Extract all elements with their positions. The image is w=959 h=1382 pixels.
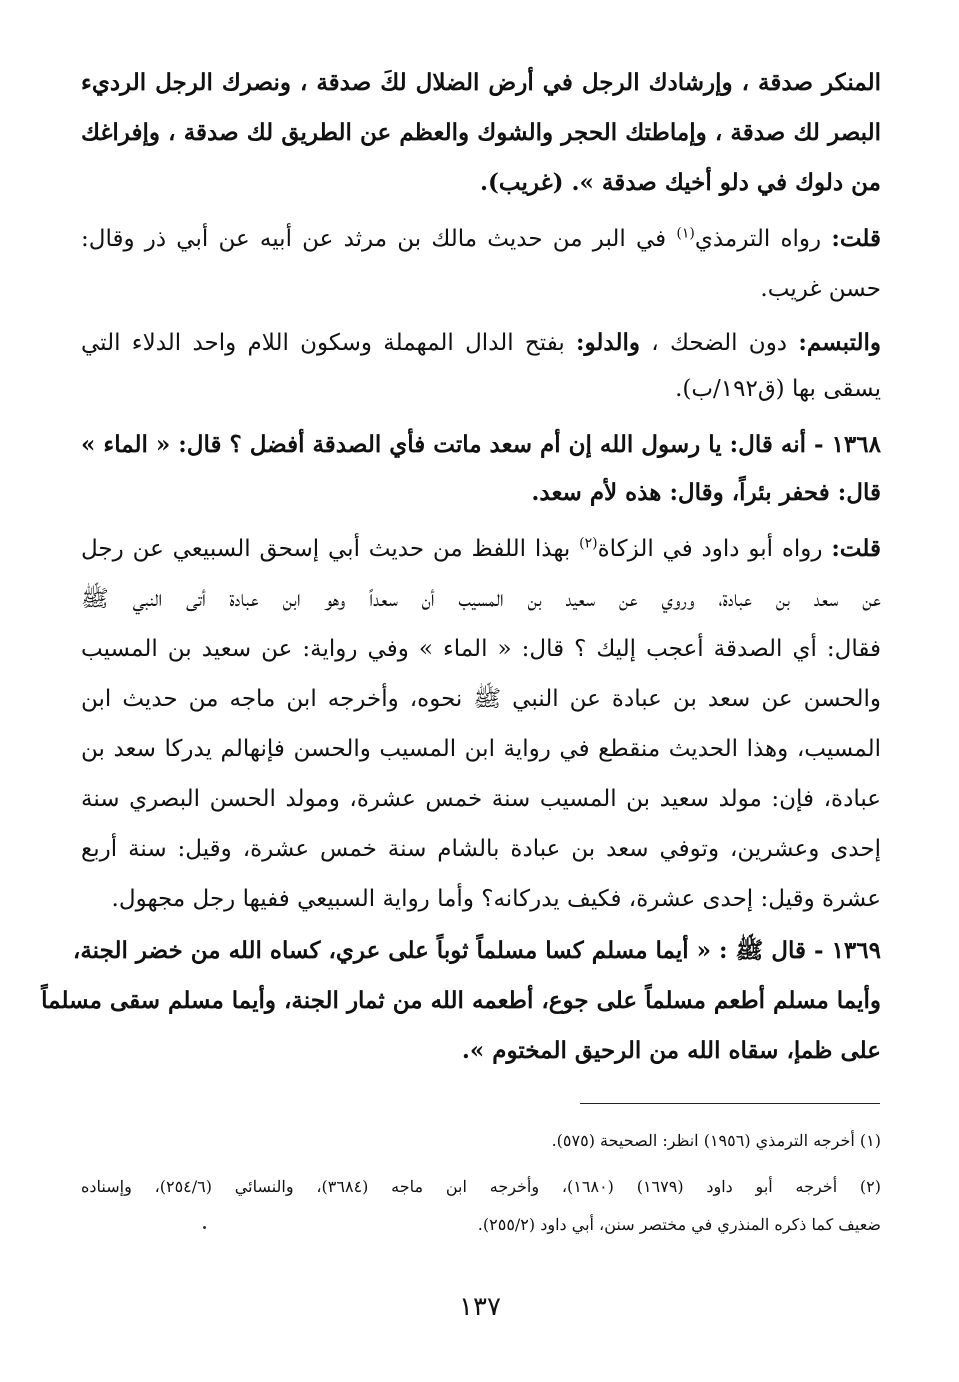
comment-1368-line-2: عن سعد بن عبادة، وروي عن سعيد بن المسيب أن سعداً وهو ابن عبادة أتى النبي ﷺ: [81, 586, 881, 612]
footnote-2-line-1: (٢) أخرجه أبو داود (١٦٧٩) (١٦٨٠)، وأخرجه ابن ماجه (٣٦٨٤)، والنسائي (٢٥٤/٦)، وإسناده: [81, 1177, 882, 1196]
comment-1368-line-1: [81, 534, 881, 568]
comment-text: رواه الترمذي: [694, 226, 822, 252]
comment-1367-line-2: حسن غريب.: [760, 276, 881, 302]
comment-1368-line-4: والحسن عن سعد بن عبادة عن النبي ﷺ نحوه، وأخرجه ابن ماجه من حديث ابن: [81, 686, 881, 712]
footnote-ref-1: (١): [676, 225, 695, 242]
page-number: ١٣٧: [459, 1292, 501, 1322]
gloss-definition: بفتح الدال المهملة وسكون اللام واحد الدلاء التي: [81, 330, 565, 356]
comment-1367-line-1: [81, 224, 881, 258]
hadith-1367-line-3: من دلوك في دلو أخيك صدقة ». (غريب).: [480, 169, 881, 196]
gloss-term: والتبسم:: [798, 329, 882, 356]
comment-1368-line-6: عبادة، فإن: مولد سعيد بن المسيب سنة خمس عشرة، ومولد الحسن البصري سنة: [81, 786, 881, 812]
footnote-ref-2: (٢): [579, 535, 598, 552]
comment-label: قلت:: [831, 535, 881, 562]
comment-label: قلت:: [831, 225, 882, 252]
gloss-term: والدلو:: [576, 329, 640, 356]
gloss-line-2: يسقى بها (ق١٩٢/ب).: [675, 376, 881, 402]
hadith-1369-line-3: على ظمإ، سقاه الله من الرحيق المختوم ».: [461, 1037, 881, 1064]
comment-1368-line-3: فقال: أي الصدقة أعجب إليك ؟ قال: « الماء » وفي رواية: عن سعيد بن المسيب: [81, 636, 881, 662]
hadith-1369-line-2: وأيما مسلم أطعم مسلماً على جوع، أطعمه الله من ثمار الجنة، وأيما مسلم سقى مسلماً: [41, 987, 881, 1014]
comment-text: بهذا اللفظ من حديث أبي إسحق السبيعي عن رجل: [81, 536, 571, 562]
comment-1368-line-7: إحدى وعشرين، وتوفي سعد بن عبادة بالشام سنة خمس عشرة، وقيل: سنة أربع: [81, 836, 881, 862]
hadith-1368-line-2: قال: فحفر بئراً، وقال: هذه لأم سعد.: [531, 479, 881, 506]
hadith-1367-line-1: المنكر صدقة ، وإرشادك الرجل في أرض الضلال لكَ صدقة ، ونصرك الرجل الرديء: [81, 69, 881, 96]
comment-text: رواه أبو داود في الزكاة: [597, 536, 823, 562]
comment-text: في البر من حديث مالك بن مرثد عن أبيه عن أبي ذر وقال:: [81, 226, 667, 252]
footnote-1: (١) أخرجه الترمذي (١٩٥٦) انظر: الصحيحة (٥٧٥).: [551, 1131, 881, 1150]
hadith-1368-line-1: ١٣٦٨ - أنه قال: يا رسول الله إن أم سعد ماتت فأي الصدقة أفضل ؟ قال: « الماء »: [81, 431, 881, 458]
comment-1368-line-8: عشرة وقيل: إحدى عشرة، فكيف يدركانه؟ وأما رواية السبيعي ففيها رجل مجهول.: [111, 886, 881, 912]
footnote-separator: [580, 1103, 880, 1104]
print-speck: [203, 1226, 206, 1229]
hadith-1369-line-1: ١٣٦٩ - قال ﷺ : « أيما مسلم كسا مسلماً ثوباً على عري، كساه الله من خضر الجنة،: [72, 937, 881, 964]
hadith-1367-line-2: البصر لك صدقة ، وإماطتك الحجر والشوك والعظم عن الطريق لك صدقة ، وإفراغك: [81, 119, 881, 146]
gloss-definition: دون الضحك ،: [651, 330, 788, 356]
comment-1368-line-5: المسيب، وهذا الحديث منقطع في رواية ابن المسيب والحسن فإنهالم يدركا سعد بن: [81, 736, 881, 762]
gloss-line-1: [81, 328, 881, 362]
footnote-2-line-2: ضعيف كما ذكره المنذري في مختصر سنن، أبي داود (٢٥٥/٢).: [477, 1215, 881, 1234]
